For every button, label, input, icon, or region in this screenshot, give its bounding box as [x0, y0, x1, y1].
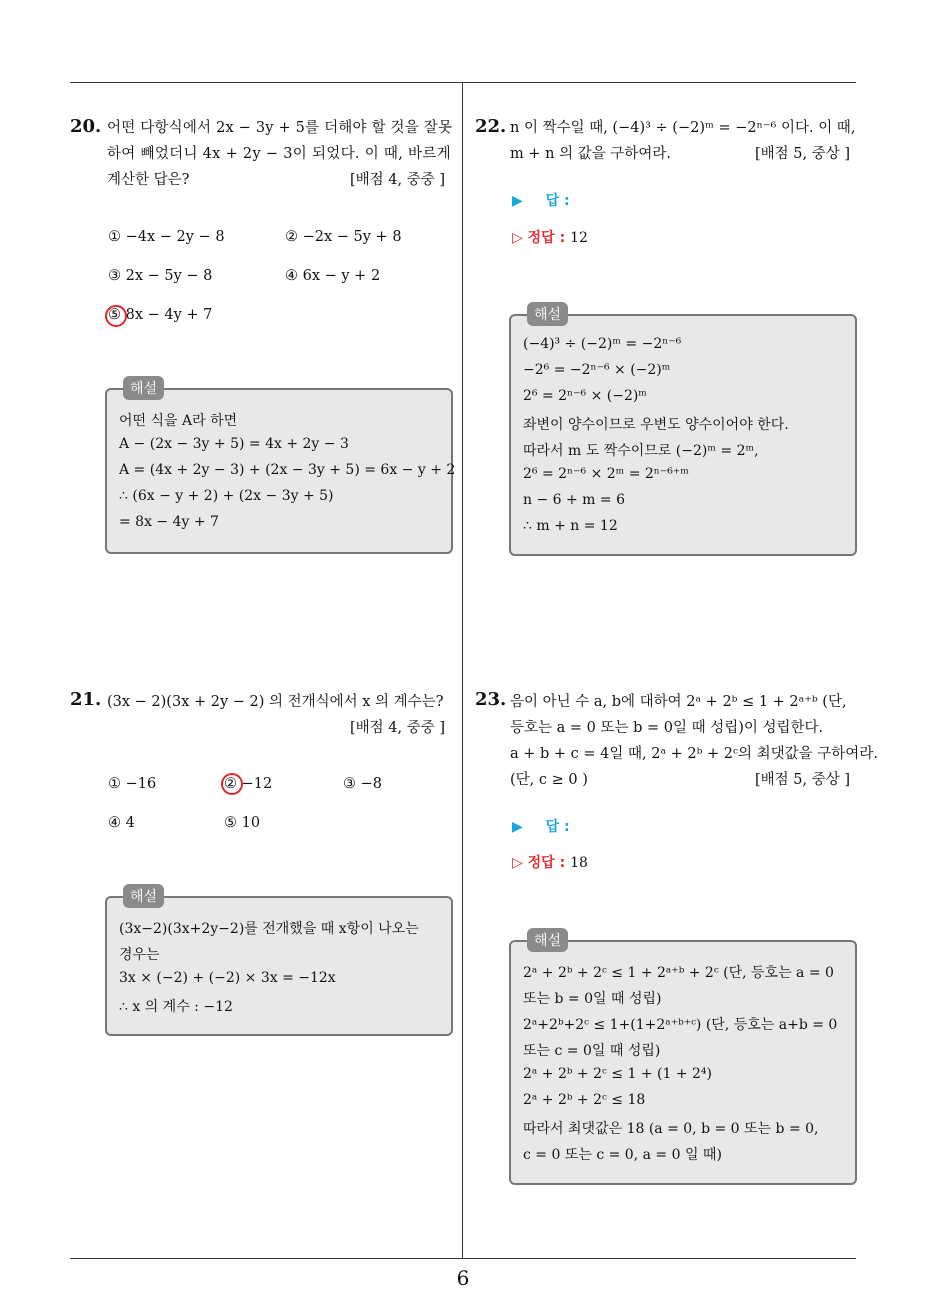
question-line: a + b + c = 4일 때, 2ᵃ + 2ᵇ + 2ᶜ의 최댓값을 구하여라.: [510, 746, 878, 762]
choice-3[interactable]: ③ −8: [343, 776, 382, 792]
solution-line: 2ᵃ+2ᵇ+2ᶜ ≤ 1+(1+2ᵃ⁺ᵇ⁺ᶜ) (단, 등호는 a+b = 0: [523, 1017, 838, 1033]
solution-box: [509, 933, 857, 1185]
solution-line: 또는 c = 0일 때 성립): [523, 1043, 661, 1059]
choice-4[interactable]: ④ 4: [108, 815, 135, 831]
play-triangle-icon: ▶: [512, 193, 523, 209]
column-divider: [462, 82, 463, 1258]
question-line: (3x − 2)(3x + 2y − 2) 의 전개식에서 x 의 계수는?: [107, 694, 444, 710]
solution-line: ∴ x 의 계수 : −12: [119, 999, 233, 1015]
top-rule: [70, 82, 856, 83]
solution-box: [105, 889, 453, 1036]
solution-line: 또는 b = 0일 때 성립): [523, 991, 662, 1007]
solution-box: [105, 381, 456, 554]
solution-line: 따라서 m 도 짝수이므로 (−2)ᵐ = 2ᵐ,: [523, 443, 759, 459]
correct-answer: [512, 227, 588, 247]
choice-5[interactable]: ⑤ 8x − 4y + 7: [108, 307, 213, 323]
answer-field[interactable]: [512, 816, 570, 836]
solution-line: ∴ m + n = 12: [523, 518, 618, 534]
choice-2[interactable]: ② −12: [224, 776, 273, 792]
question-number: 21.: [70, 689, 102, 710]
question-line: 어떤 다항식에서 2x − 3y + 5를 더해야 할 것을 잘못: [107, 120, 453, 136]
solution-tag: 해설: [527, 302, 568, 326]
solution-line: 2⁶ = 2ⁿ⁻⁶ × 2ᵐ = 2ⁿ⁻⁶⁺ᵐ: [523, 466, 689, 482]
question-line: n 이 짝수일 때, (−4)³ ÷ (−2)ᵐ = −2ⁿ⁻⁶ 이다. 이 때,: [510, 120, 856, 136]
answer-circle-mark: [221, 773, 243, 795]
solution-line: 경우는: [119, 947, 160, 963]
question-line: 하여 빼었더니 4x + 2y − 3이 되었다. 이 때, 바르게: [107, 146, 451, 162]
choice-4[interactable]: ④ 6x − y + 2: [285, 268, 381, 284]
points-label: [배점 4, 중중 ]: [350, 720, 446, 736]
solution-box: [509, 307, 857, 556]
solution-line: 3x × (−2) + (−2) × 3x = −12x: [119, 970, 336, 986]
answer-circle-mark: [105, 305, 127, 327]
solution-line: −2⁶ = −2ⁿ⁻⁶ × (−2)ᵐ: [523, 362, 671, 378]
solution-line: 따라서 최댓값은 18 (a = 0, b = 0 또는 b = 0,: [523, 1121, 819, 1137]
solution-tag: 해설: [123, 884, 164, 908]
question-line: 음이 아닌 수 a, b에 대하여 2ᵃ + 2ᵇ ≤ 1 + 2ᵃ⁺ᵇ (단,: [510, 694, 847, 710]
solution-line: A − (2x − 3y + 5) = 4x + 2y − 3: [119, 436, 349, 452]
solution-tag: 해설: [527, 928, 568, 952]
correct-value: 18: [570, 855, 588, 871]
correct-label: 정답 :: [527, 230, 566, 246]
answer-label: 답 :: [545, 819, 570, 835]
bottom-rule: [70, 1258, 856, 1259]
answer-field[interactable]: [512, 190, 570, 210]
page-number: 6: [456, 1266, 470, 1290]
correct-value: 12: [570, 230, 588, 246]
solution-line: = 8x − 4y + 7: [119, 514, 219, 530]
choice-3[interactable]: ③ 2x − 5y − 8: [108, 268, 213, 284]
choice-1[interactable]: ① −16: [108, 776, 157, 792]
question-line: 등호는 a = 0 또는 b = 0일 때 성립)이 성립한다.: [510, 720, 824, 736]
solution-line: 어떤 식을 A라 하면: [119, 413, 238, 429]
question-number: 23.: [475, 689, 507, 710]
play-triangle-icon: ▶: [512, 819, 523, 835]
solution-line: ∴ (6x − y + 2) + (2x − 3y + 5): [119, 488, 334, 504]
solution-tag: 해설: [123, 376, 164, 400]
solution-line: (3x−2)(3x+2y−2)를 전개했을 때 x항이 나오는: [119, 921, 419, 937]
correct-label: 정답 :: [527, 855, 566, 871]
choice-1[interactable]: ① −4x − 2y − 8: [108, 229, 225, 245]
solution-line: n − 6 + m = 6: [523, 492, 625, 508]
solution-line: 좌변이 양수이므로 우변도 양수이어야 한다.: [523, 417, 789, 433]
solution-line: 2ᵃ + 2ᵇ + 2ᶜ ≤ 1 + (1 + 2⁴): [523, 1066, 712, 1082]
choice-5[interactable]: ⑤ 10: [224, 815, 261, 831]
points-label: [배점 5, 중상 ]: [755, 146, 851, 162]
choice-2[interactable]: ② −2x − 5y + 8: [285, 229, 402, 245]
outline-triangle-icon: ▷: [512, 230, 523, 246]
question-number: 20.: [70, 116, 102, 137]
answer-label: 답 :: [545, 193, 570, 209]
solution-line: 2⁶ = 2ⁿ⁻⁶ × (−2)ᵐ: [523, 388, 647, 404]
solution-line: (−4)³ ÷ (−2)ᵐ = −2ⁿ⁻⁶: [523, 336, 682, 352]
solution-line: A = (4x + 2y − 3) + (2x − 3y + 5) = 6x − y + 2: [119, 462, 456, 478]
points-label: [배점 5, 중상 ]: [755, 772, 851, 788]
solution-line: 2ᵃ + 2ᵇ + 2ᶜ ≤ 1 + 2ᵃ⁺ᵇ + 2ᶜ (단, 등호는 a = 0: [523, 965, 834, 981]
correct-answer: [512, 852, 588, 872]
points-label: [배점 4, 중중 ]: [350, 172, 446, 188]
question-number: 22.: [475, 116, 507, 137]
question-line: m + n 의 값을 구하여라.: [510, 146, 671, 162]
question-line: 계산한 답은?: [107, 172, 190, 188]
solution-line: c = 0 또는 c = 0, a = 0 일 때): [523, 1147, 722, 1163]
outline-triangle-icon: ▷: [512, 855, 523, 871]
question-line: (단, c ≥ 0 ): [510, 772, 588, 788]
solution-line: 2ᵃ + 2ᵇ + 2ᶜ ≤ 18: [523, 1092, 646, 1108]
